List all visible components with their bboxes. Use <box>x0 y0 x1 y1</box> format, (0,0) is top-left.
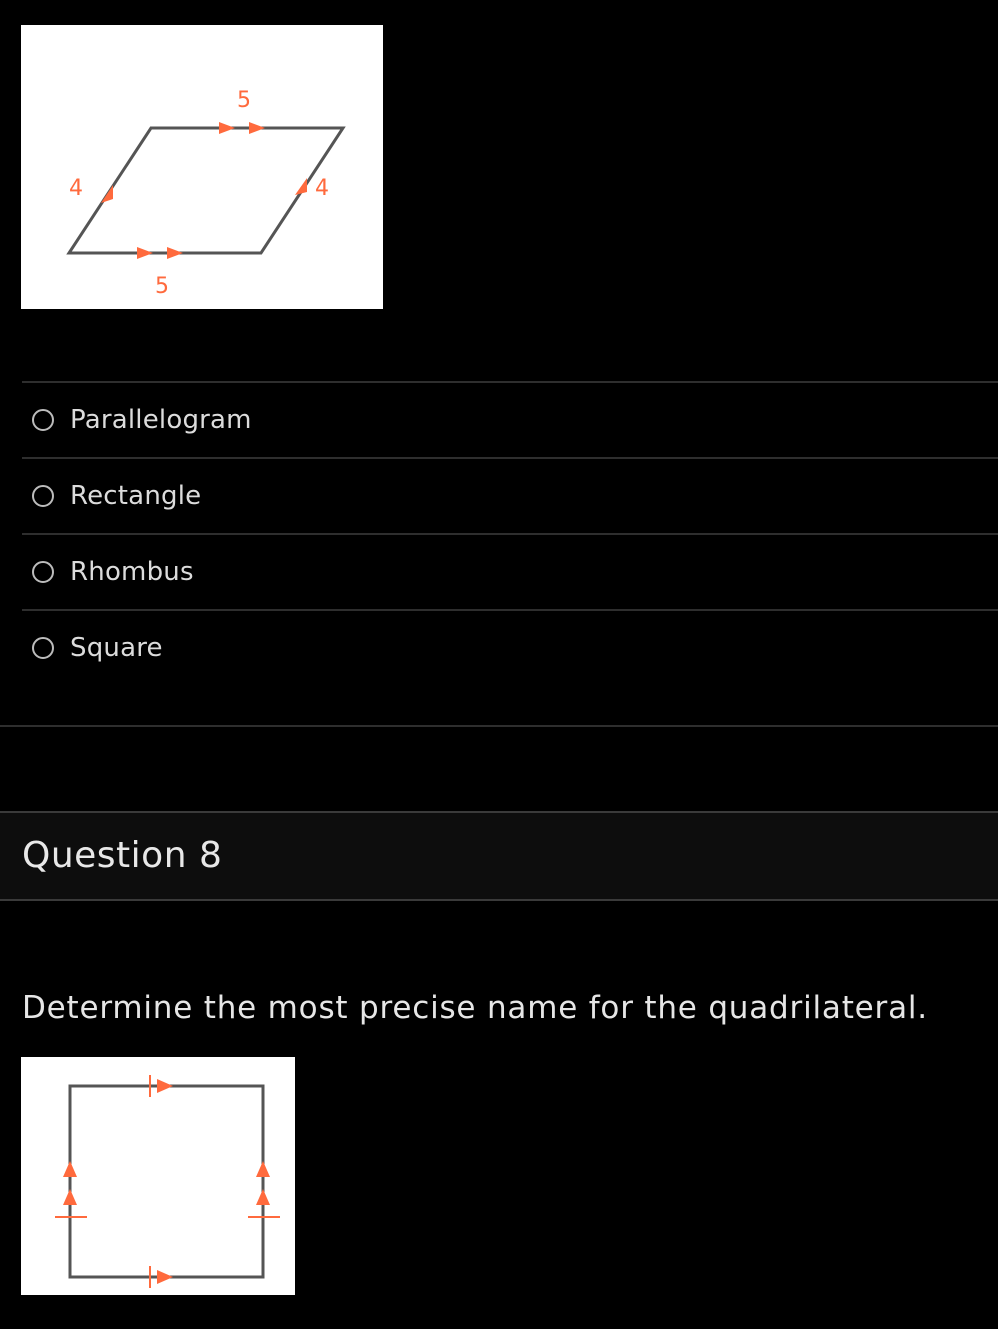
radio-button[interactable] <box>32 637 54 659</box>
parallelogram-diagram <box>21 25 383 309</box>
answer-label: Parallelogram <box>70 405 252 435</box>
answer-list <box>22 381 998 685</box>
parallel-mark-right-1 <box>256 1161 270 1177</box>
parallel-mark-right <box>295 178 307 195</box>
answer-label: Rhombus <box>70 557 194 587</box>
radio-button[interactable] <box>32 561 54 583</box>
label-top: 5 <box>237 88 251 113</box>
quadrilateral-shape <box>70 1086 263 1277</box>
parallel-mark-right-2 <box>256 1189 270 1205</box>
label-right: 4 <box>315 176 329 201</box>
answer-label: Square <box>70 633 163 663</box>
answer-option-square[interactable] <box>22 611 998 685</box>
parallel-mark-left-1 <box>63 1161 77 1177</box>
quadrilateral-diagram <box>21 1057 295 1295</box>
answer-label: Rectangle <box>70 481 202 511</box>
label-left: 4 <box>69 176 83 201</box>
answer-option-rectangle[interactable] <box>22 459 998 535</box>
radio-button[interactable] <box>32 409 54 431</box>
quadrilateral-figure <box>21 1057 295 1295</box>
section-divider <box>0 725 998 727</box>
question-prompt: Determine the most precise name for the quadrilateral. <box>22 990 928 1026</box>
parallel-mark-bottom <box>157 1270 173 1284</box>
answer-option-rhombus[interactable] <box>22 535 998 611</box>
answer-option-parallelogram[interactable] <box>22 383 998 459</box>
question-header <box>0 811 998 901</box>
label-bottom: 5 <box>155 274 169 299</box>
radio-button[interactable] <box>32 485 54 507</box>
parallel-mark-top <box>157 1079 173 1093</box>
question-title: Question 8 <box>22 835 223 876</box>
parallelogram-figure <box>21 25 383 309</box>
parallel-mark-left-2 <box>63 1189 77 1205</box>
